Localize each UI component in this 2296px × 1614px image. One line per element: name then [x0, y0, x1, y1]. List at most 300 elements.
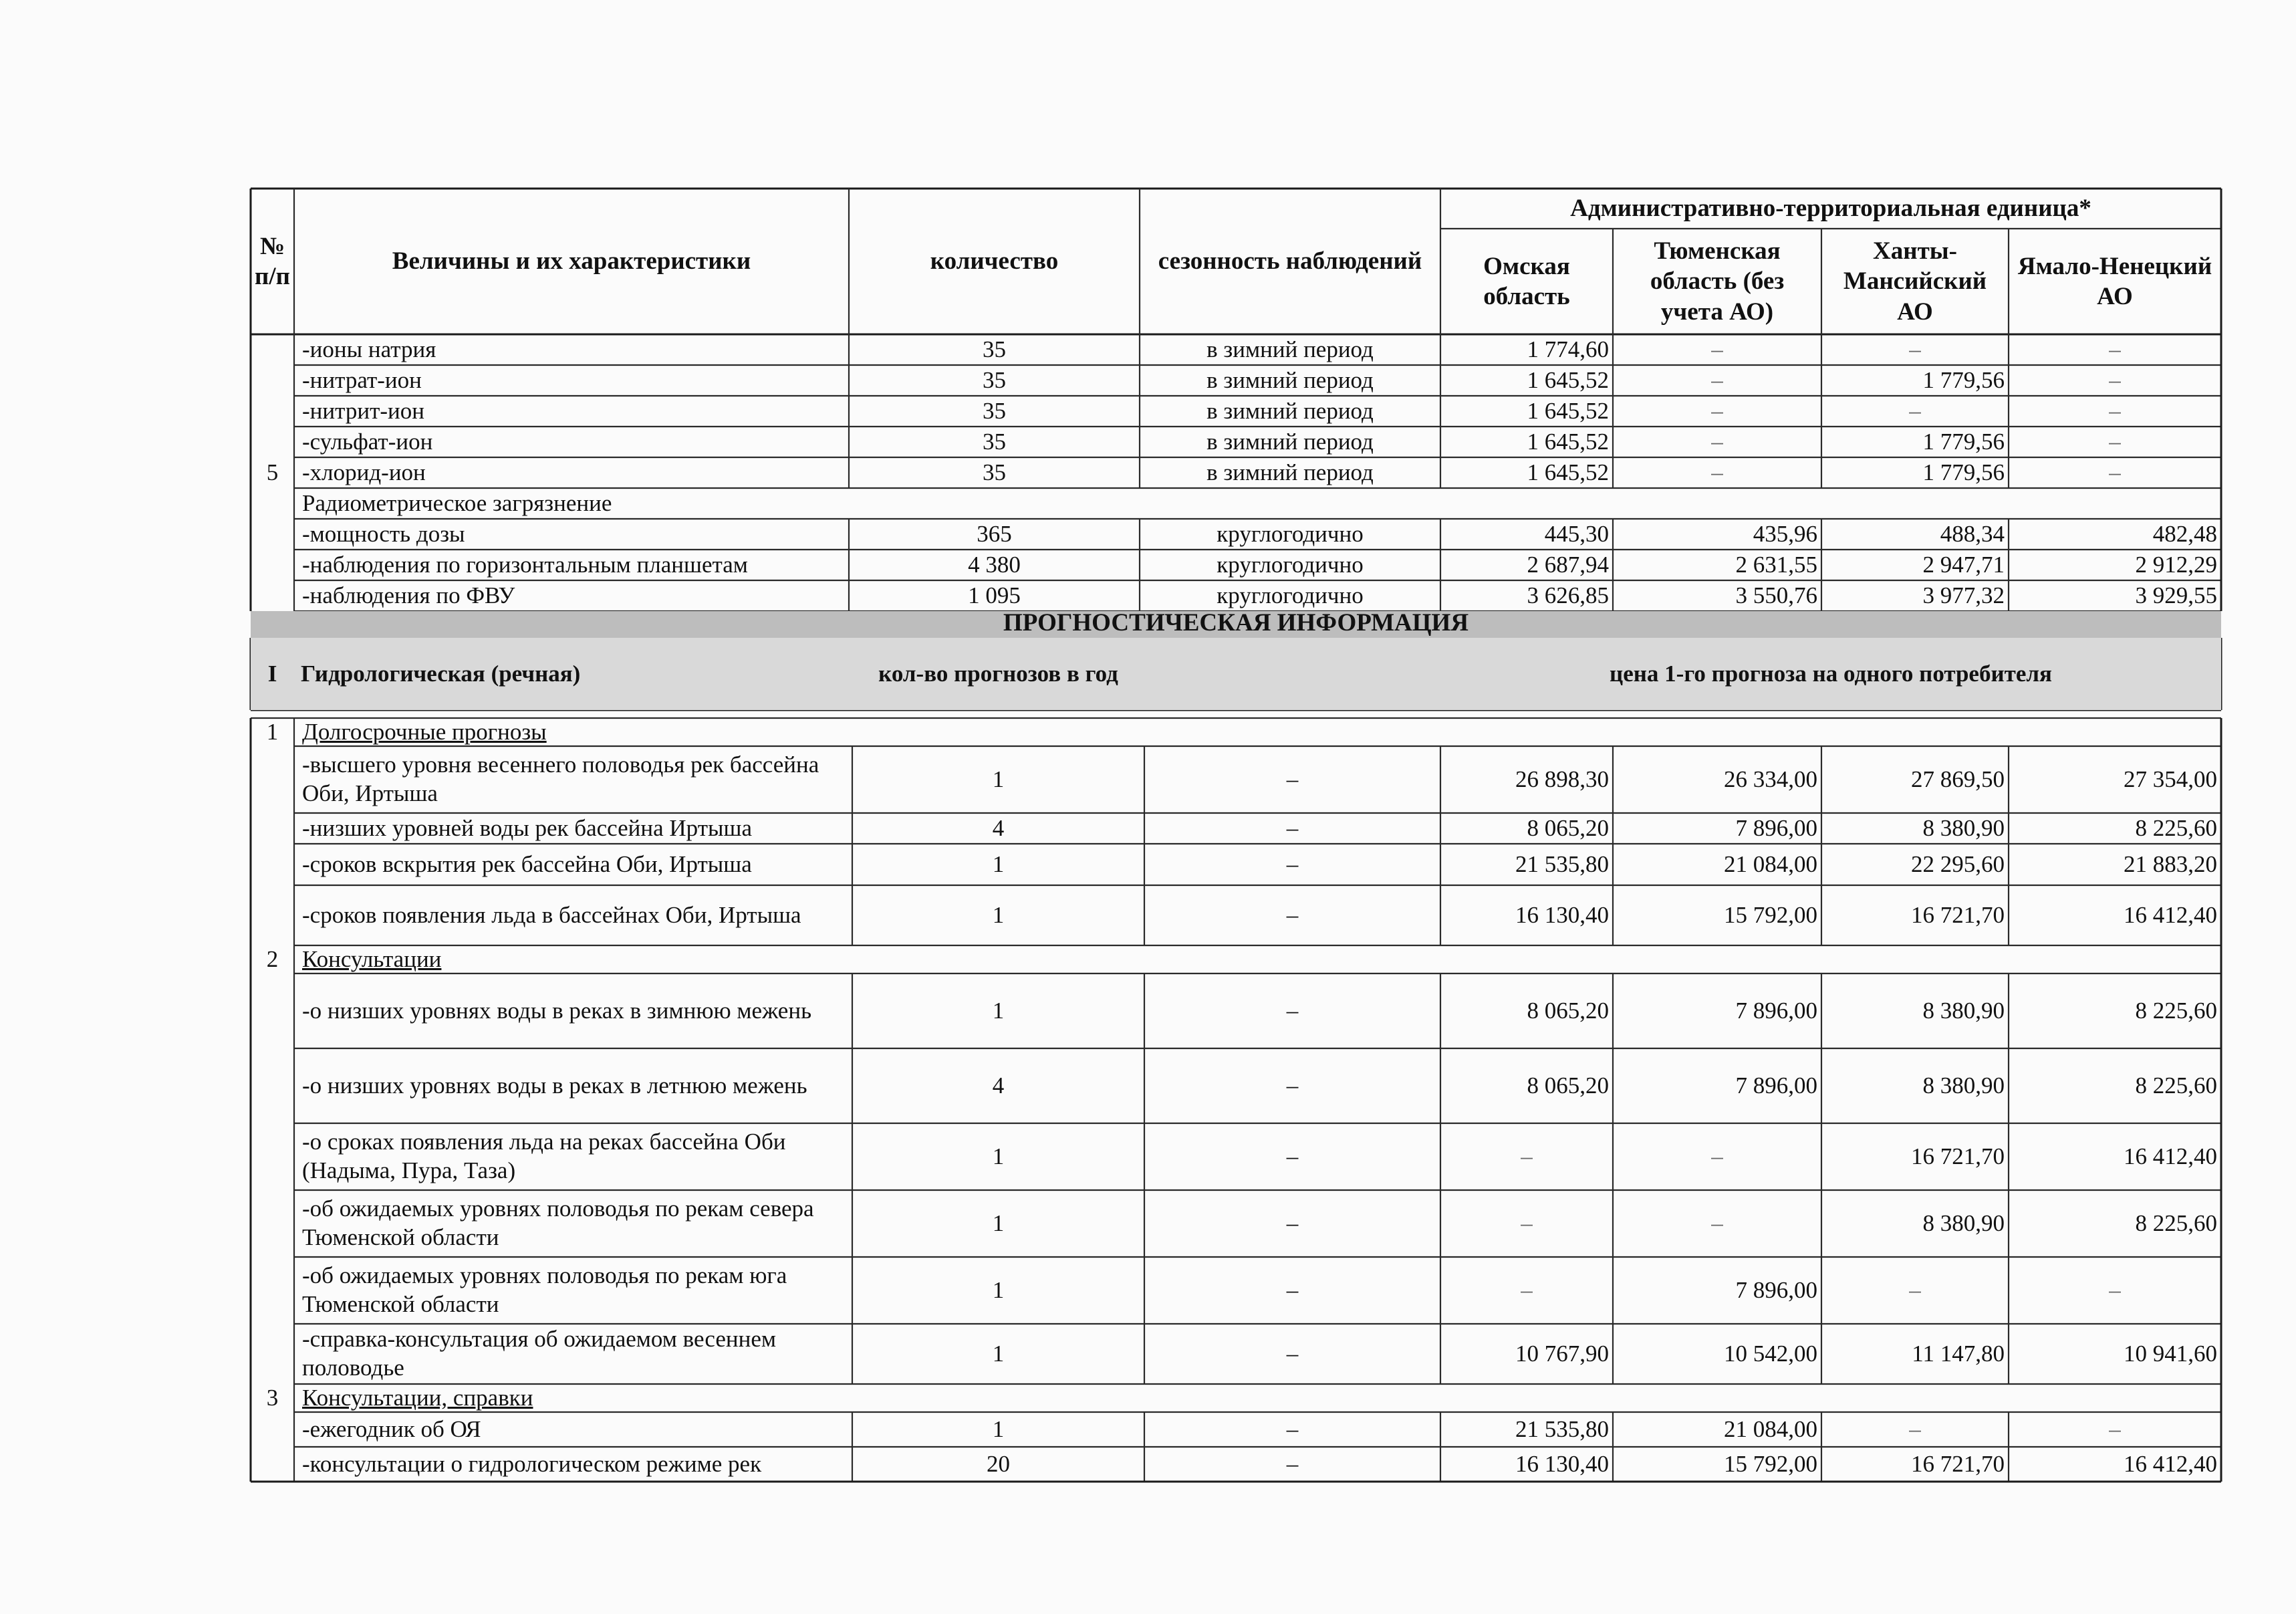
- row-value: [1440, 550, 1613, 580]
- group-number: [251, 1384, 294, 1412]
- row-value-text: 1 645,52: [1527, 428, 1609, 455]
- row-season: [1140, 365, 1440, 396]
- radio-title: [295, 488, 850, 519]
- row-count-text: 1: [992, 1209, 1005, 1236]
- row-count-text: 1: [992, 1143, 1005, 1169]
- row-count: [852, 1123, 1144, 1190]
- row-label-text: -справка-консультация об ожидаемом весеннем половодье: [302, 1326, 777, 1381]
- row-season-text: круглогодично: [1217, 582, 1364, 608]
- row-count: [849, 396, 1140, 427]
- row-value-text: –: [1521, 1209, 1533, 1236]
- row-value: [2009, 396, 2221, 427]
- row-label: [295, 746, 854, 813]
- row-label: [295, 519, 850, 550]
- row-value-text: 8 380,90: [1922, 1209, 2005, 1236]
- group-number-text: 2: [266, 945, 279, 972]
- row-value: [1613, 746, 1821, 813]
- row-value-text: 8 225,60: [2135, 1072, 2217, 1099]
- group-number-text: 1: [266, 718, 279, 745]
- row-label-text: -сроков вскрытия рек бассейна Оби, Иртыша: [302, 850, 752, 877]
- row-count: [852, 973, 1144, 1048]
- row-value-text: 3 550,76: [1735, 582, 1817, 608]
- row-season: [1144, 885, 1440, 945]
- row-label: [295, 844, 854, 885]
- row-season-text: –: [1286, 1143, 1299, 1169]
- row-value: [1440, 746, 1613, 813]
- row-count-text: 4: [992, 814, 1005, 841]
- row-season-text: –: [1286, 1072, 1299, 1099]
- row-value: [1440, 813, 1613, 844]
- header-region: [1440, 229, 1613, 334]
- section-number-text: 5: [266, 459, 279, 485]
- row-count-text: 20: [987, 1450, 1010, 1477]
- row-label-text: -мощность дозы: [302, 520, 465, 547]
- row-value: [1821, 1412, 2009, 1447]
- row-value-text: 8 225,60: [2135, 1209, 2217, 1236]
- row-value-text: 21 084,00: [1724, 850, 1817, 877]
- row-value-text: 7 896,00: [1735, 1072, 1817, 1099]
- row-label-text: -ежегодник об ОЯ: [302, 1415, 481, 1442]
- row-value: [1613, 1190, 1821, 1257]
- row-value: [1613, 396, 1821, 427]
- row-value-text: 7 896,00: [1735, 997, 1817, 1024]
- row-label: [295, 973, 854, 1048]
- forecast-band-title-text: ПРОГНОСТИЧЕСКАЯ ИНФОРМАЦИЯ: [1003, 609, 1469, 637]
- row-label-text: -о низших уровнях воды в реках в летнюю межень: [302, 1072, 807, 1099]
- row-label: [295, 580, 850, 611]
- row-count-text: 35: [983, 459, 1006, 485]
- header-count-text: количество: [930, 247, 1059, 275]
- forecast-count-header: [852, 638, 1144, 710]
- row-value-text: 3 929,55: [2135, 582, 2217, 608]
- header-region: [2009, 229, 2221, 334]
- row-season: [1140, 427, 1440, 457]
- row-count-text: 1: [992, 1415, 1005, 1442]
- row-value-text: 8 225,60: [2135, 814, 2217, 841]
- group-title-text: Консультации: [302, 945, 442, 972]
- row-value-text: 7 896,00: [1735, 1276, 1817, 1303]
- row-value: [1613, 1257, 1821, 1324]
- row-season: [1144, 1324, 1440, 1384]
- row-count: [852, 1257, 1144, 1324]
- row-value-text: 7 896,00: [1735, 814, 1817, 841]
- header-num-text: № п/п: [255, 232, 290, 290]
- row-label: [295, 396, 850, 427]
- row-value: [2009, 365, 2221, 396]
- row-count-text: 1 095: [968, 582, 1021, 608]
- row-count: [852, 1048, 1144, 1123]
- row-value-text: –: [2109, 1276, 2121, 1303]
- row-count-text: 35: [983, 366, 1006, 393]
- row-value-text: 21 084,00: [1724, 1415, 1817, 1442]
- row-value: [1613, 457, 1821, 488]
- row-value-text: –: [2109, 397, 2121, 424]
- row-label: [295, 1123, 854, 1190]
- row-label: [295, 1190, 854, 1257]
- row-label: [295, 550, 850, 580]
- forecast-section-title: [294, 638, 852, 710]
- row-value-text: 3 626,85: [1527, 582, 1609, 608]
- row-label: [295, 1257, 854, 1324]
- row-count: [849, 365, 1140, 396]
- row-value: [1821, 1257, 2009, 1324]
- row-value: [1613, 334, 1821, 365]
- row-value-text: –: [2109, 336, 2121, 362]
- row-value: [1440, 334, 1613, 365]
- row-value-text: 8 380,90: [1922, 997, 2005, 1024]
- row-label-text: -об ожидаемых уровнях половодья по рекам юга Тюменской области: [302, 1262, 787, 1317]
- row-value-text: 2 947,71: [1922, 551, 2005, 578]
- row-value-text: 16 130,40: [1515, 901, 1609, 928]
- row-label: [295, 457, 850, 488]
- header-region-text: Омская область: [1483, 252, 1570, 310]
- row-count-text: 1: [992, 850, 1005, 877]
- row-label: [295, 334, 850, 365]
- row-value: [2009, 1048, 2221, 1123]
- row-value-text: 16 721,70: [1911, 901, 2005, 928]
- row-value-text: 2 631,55: [1735, 551, 1817, 578]
- row-value: [1613, 844, 1821, 885]
- row-value-text: 8 065,20: [1527, 1072, 1609, 1099]
- row-value-text: 16 721,70: [1911, 1450, 2005, 1477]
- row-season: [1140, 550, 1440, 580]
- row-value-text: 16 412,40: [2124, 1143, 2217, 1169]
- forecast-section-num: [251, 638, 294, 710]
- row-value-text: –: [1909, 336, 1921, 362]
- row-season-text: –: [1286, 814, 1299, 841]
- row-value: [1440, 457, 1613, 488]
- row-value: [1821, 813, 2009, 844]
- row-label-text: -высшего уровня весеннего половодья рек бассейна Оби, Иртыша: [302, 752, 819, 806]
- row-season-text: в зимний период: [1206, 336, 1374, 362]
- row-value: [2009, 844, 2221, 885]
- row-value: [1440, 580, 1613, 611]
- row-value-text: –: [1711, 428, 1723, 455]
- row-count: [852, 746, 1144, 813]
- row-value-text: 8 380,90: [1922, 814, 2005, 841]
- row-season-text: в зимний период: [1206, 428, 1374, 455]
- forecast-section-title-text: Гидрологическая (речная): [301, 660, 581, 687]
- row-value: [1821, 844, 2009, 885]
- row-value: [1613, 1123, 1821, 1190]
- row-value-text: 16 412,40: [2124, 901, 2217, 928]
- row-value-text: 1 779,56: [1922, 459, 2005, 485]
- row-value-text: –: [1711, 336, 1723, 362]
- row-season: [1144, 1257, 1440, 1324]
- row-value-text: –: [1711, 1143, 1723, 1169]
- row-value: [1440, 1123, 1613, 1190]
- row-value-text: 445,30: [1544, 520, 1609, 547]
- row-value-text: 488,34: [1940, 520, 2005, 547]
- row-count: [852, 813, 1144, 844]
- row-value: [2009, 885, 2221, 945]
- row-value: [1821, 365, 2009, 396]
- row-count: [852, 1324, 1144, 1384]
- row-value-text: 21 883,20: [2124, 850, 2217, 877]
- row-value: [2009, 813, 2221, 844]
- row-count: [849, 580, 1140, 611]
- row-label: [295, 1412, 854, 1447]
- row-value: [1440, 396, 1613, 427]
- section-number: [251, 334, 294, 611]
- header-admin-unit-text: Административно-территориальная единица*: [1570, 195, 2091, 223]
- row-value-text: –: [1711, 397, 1723, 424]
- row-value-text: 1 779,56: [1922, 366, 2005, 393]
- row-value-text: –: [1909, 1276, 1921, 1303]
- row-value-text: 8 380,90: [1922, 1072, 2005, 1099]
- row-value: [1440, 1324, 1613, 1384]
- header-quantity-name-text: Величины и их характеристики: [392, 247, 751, 275]
- row-value-text: –: [2109, 428, 2121, 455]
- row-label-text: -сульфат-ион: [302, 428, 433, 455]
- row-count-text: 4: [992, 1072, 1005, 1099]
- row-value: [1613, 550, 1821, 580]
- group-number: [251, 718, 294, 746]
- row-value: [1821, 396, 2009, 427]
- row-value: [1821, 1190, 2009, 1257]
- row-count-text: 1: [992, 997, 1005, 1024]
- row-value: [1440, 844, 1613, 885]
- row-value: [1440, 1190, 1613, 1257]
- row-season: [1144, 1412, 1440, 1447]
- row-value-text: 21 535,80: [1515, 1415, 1609, 1442]
- row-value-text: –: [1711, 459, 1723, 485]
- row-value-text: 26 334,00: [1724, 766, 1817, 792]
- header-num: [251, 189, 294, 334]
- forecast-price-header-text: цена 1-го прогноза на одного потребителя: [1610, 660, 2052, 687]
- row-value: [2009, 1257, 2221, 1324]
- row-value: [1613, 1324, 1821, 1384]
- row-season: [1144, 1190, 1440, 1257]
- forecast-price-header: [1440, 638, 2221, 710]
- row-value-text: 1 645,52: [1527, 366, 1609, 393]
- row-label: [295, 1048, 854, 1123]
- row-value: [2009, 973, 2221, 1048]
- row-value: [1821, 1123, 2009, 1190]
- row-value-text: 27 354,00: [2124, 766, 2217, 792]
- row-value-text: 21 535,80: [1515, 850, 1609, 877]
- row-count: [849, 427, 1140, 457]
- row-season-text: в зимний период: [1206, 397, 1374, 424]
- row-value: [1613, 580, 1821, 611]
- row-season-text: –: [1286, 1209, 1299, 1236]
- row-value: [1440, 1257, 1613, 1324]
- row-label: [295, 885, 854, 945]
- row-count-text: 365: [977, 520, 1012, 547]
- row-season-text: в зимний период: [1206, 459, 1374, 485]
- group-number-text: 3: [266, 1384, 279, 1411]
- group-title: [295, 1384, 854, 1412]
- row-value-text: 2 687,94: [1527, 551, 1609, 578]
- row-count-text: 35: [983, 428, 1006, 455]
- row-value: [1440, 519, 1613, 550]
- row-value: [1613, 1447, 1821, 1482]
- forecast-section-num-text: I: [267, 660, 277, 687]
- row-label-text: -об ожидаемых уровнях половодья по рекам севера Тюменской области: [302, 1195, 814, 1250]
- row-value: [2009, 550, 2221, 580]
- row-label: [295, 1447, 854, 1482]
- row-value: [1821, 1324, 2009, 1384]
- row-value: [1613, 973, 1821, 1048]
- row-count: [852, 885, 1144, 945]
- row-count-text: 1: [992, 901, 1005, 928]
- row-value-text: 15 792,00: [1724, 1450, 1817, 1477]
- row-label: [295, 427, 850, 457]
- row-value-text: –: [1711, 366, 1723, 393]
- group-title: [295, 945, 854, 973]
- row-value-text: 11 147,80: [1912, 1340, 2005, 1367]
- row-season-text: круглогодично: [1217, 520, 1364, 547]
- row-season: [1140, 457, 1440, 488]
- group-title-text: Консультации, справки: [302, 1384, 533, 1411]
- row-value: [1440, 1048, 1613, 1123]
- group-title: [295, 718, 854, 746]
- row-label: [295, 813, 854, 844]
- row-season: [1140, 334, 1440, 365]
- row-count: [849, 334, 1140, 365]
- row-season-text: круглогодично: [1217, 551, 1364, 578]
- row-value: [2009, 1190, 2221, 1257]
- header-region: [1821, 229, 2009, 334]
- row-count: [852, 1412, 1144, 1447]
- row-count-text: 35: [983, 336, 1006, 362]
- row-value: [1821, 519, 2009, 550]
- row-value: [1613, 365, 1821, 396]
- row-value: [2009, 1123, 2221, 1190]
- header-admin-unit: [1440, 189, 2221, 229]
- row-value: [1821, 1048, 2009, 1123]
- row-label-text: -сроков появления льда в бассейнах Оби, Иртыша: [302, 901, 801, 928]
- row-label-text: -консультации о гидрологическом режиме рек: [302, 1450, 762, 1477]
- row-value: [1440, 885, 1613, 945]
- row-value: [1440, 1412, 1613, 1447]
- row-value: [1613, 519, 1821, 550]
- row-value: [1440, 365, 1613, 396]
- row-value: [2009, 334, 2221, 365]
- row-value: [1821, 885, 2009, 945]
- header-seasonality: [1140, 189, 1440, 334]
- row-label: [295, 1324, 854, 1384]
- header-region-text: Ханты-Мансийский АО: [1843, 237, 1987, 326]
- row-count: [849, 519, 1140, 550]
- row-label-text: -наблюдения по ФВУ: [302, 582, 515, 608]
- row-value: [1821, 457, 2009, 488]
- row-value-text: 1 779,56: [1922, 428, 2005, 455]
- row-value-text: 10 542,00: [1724, 1340, 1817, 1367]
- row-value-text: 22 295,60: [1911, 850, 2005, 877]
- row-value: [2009, 1324, 2221, 1384]
- row-value: [1821, 427, 2009, 457]
- group-number: [251, 945, 294, 973]
- row-count-text: 35: [983, 397, 1006, 424]
- radio-title-text: Радиометрическое загрязнение: [302, 489, 612, 516]
- row-season-text: –: [1286, 1340, 1299, 1367]
- header-region-text: Тюменская область (без учета АО): [1650, 237, 1785, 326]
- row-label-text: -хлорид-ион: [302, 459, 426, 485]
- row-value-text: 15 792,00: [1724, 901, 1817, 928]
- row-value-text: 8 065,20: [1527, 814, 1609, 841]
- row-value: [1821, 973, 2009, 1048]
- row-value: [1821, 550, 2009, 580]
- row-label-text: -о низших уровнях воды в реках в зимнюю межень: [302, 997, 812, 1024]
- row-count-text: 4 380: [968, 551, 1021, 578]
- row-value-text: 16 412,40: [2124, 1450, 2217, 1477]
- row-season: [1144, 973, 1440, 1048]
- row-value: [1440, 973, 1613, 1048]
- row-value-text: 10 941,60: [2124, 1340, 2217, 1367]
- row-label-text: -ионы натрия: [302, 336, 436, 362]
- row-label: [295, 365, 850, 396]
- row-value: [1613, 427, 1821, 457]
- row-season: [1140, 396, 1440, 427]
- row-value-text: 1 774,60: [1527, 336, 1609, 362]
- header-region: [1613, 229, 1821, 334]
- row-value: [1613, 1048, 1821, 1123]
- group-title-text: Долгосрочные прогнозы: [302, 718, 547, 745]
- row-label-text: -низших уровней воды рек бассейна Иртыша: [302, 814, 753, 841]
- row-value-text: 1 645,52: [1527, 397, 1609, 424]
- row-label-text: -о сроках появления льда на реках бассейна Оби (Надыма, Пура, Таза): [302, 1129, 786, 1183]
- row-season: [1144, 844, 1440, 885]
- row-label-text: -нитрат-ион: [302, 366, 422, 393]
- row-value-text: –: [1521, 1143, 1533, 1169]
- row-label-text: -наблюдения по горизонтальным планшетам: [302, 551, 748, 578]
- row-value-text: –: [1909, 1415, 1921, 1442]
- row-value: [1821, 334, 2009, 365]
- row-season: [1140, 519, 1440, 550]
- row-value: [2009, 580, 2221, 611]
- row-count: [852, 844, 1144, 885]
- row-value-text: 482,48: [2152, 520, 2217, 547]
- row-value-text: 8 065,20: [1527, 997, 1609, 1024]
- row-label-text: -нитрит-ион: [302, 397, 424, 424]
- header-seasonality-text: сезонность наблюдений: [1158, 247, 1422, 275]
- row-season-text: –: [1286, 1450, 1299, 1477]
- row-season-text: –: [1286, 1415, 1299, 1442]
- row-season-text: –: [1286, 1276, 1299, 1303]
- forecast-band-title: [251, 610, 2221, 637]
- row-value: [2009, 519, 2221, 550]
- row-value-text: 27 869,50: [1911, 766, 2005, 792]
- row-value: [2009, 746, 2221, 813]
- row-count-text: 1: [992, 766, 1005, 792]
- row-value-text: 10 767,90: [1515, 1340, 1609, 1367]
- row-value-text: 16 130,40: [1515, 1450, 1609, 1477]
- row-season-text: в зимний период: [1206, 366, 1374, 393]
- row-value: [1440, 1447, 1613, 1482]
- row-value-text: 435,96: [1753, 520, 1817, 547]
- row-value-text: 16 721,70: [1911, 1143, 2005, 1169]
- row-value: [2009, 1412, 2221, 1447]
- row-value-text: –: [1909, 397, 1921, 424]
- row-count-text: 1: [992, 1276, 1005, 1303]
- row-value: [2009, 427, 2221, 457]
- row-season: [1144, 746, 1440, 813]
- forecast-count-header-text: кол-во прогнозов в год: [878, 660, 1118, 687]
- header-quantity-name: [294, 189, 849, 334]
- row-value: [1821, 1447, 2009, 1482]
- row-value: [1613, 813, 1821, 844]
- row-value: [1613, 885, 1821, 945]
- row-value-text: 26 898,30: [1515, 766, 1609, 792]
- row-season-text: –: [1286, 850, 1299, 877]
- row-value: [1821, 746, 2009, 813]
- row-value: [1613, 1412, 1821, 1447]
- row-count: [849, 550, 1140, 580]
- row-value: [2009, 457, 2221, 488]
- row-season: [1140, 580, 1440, 611]
- row-value-text: –: [2109, 459, 2121, 485]
